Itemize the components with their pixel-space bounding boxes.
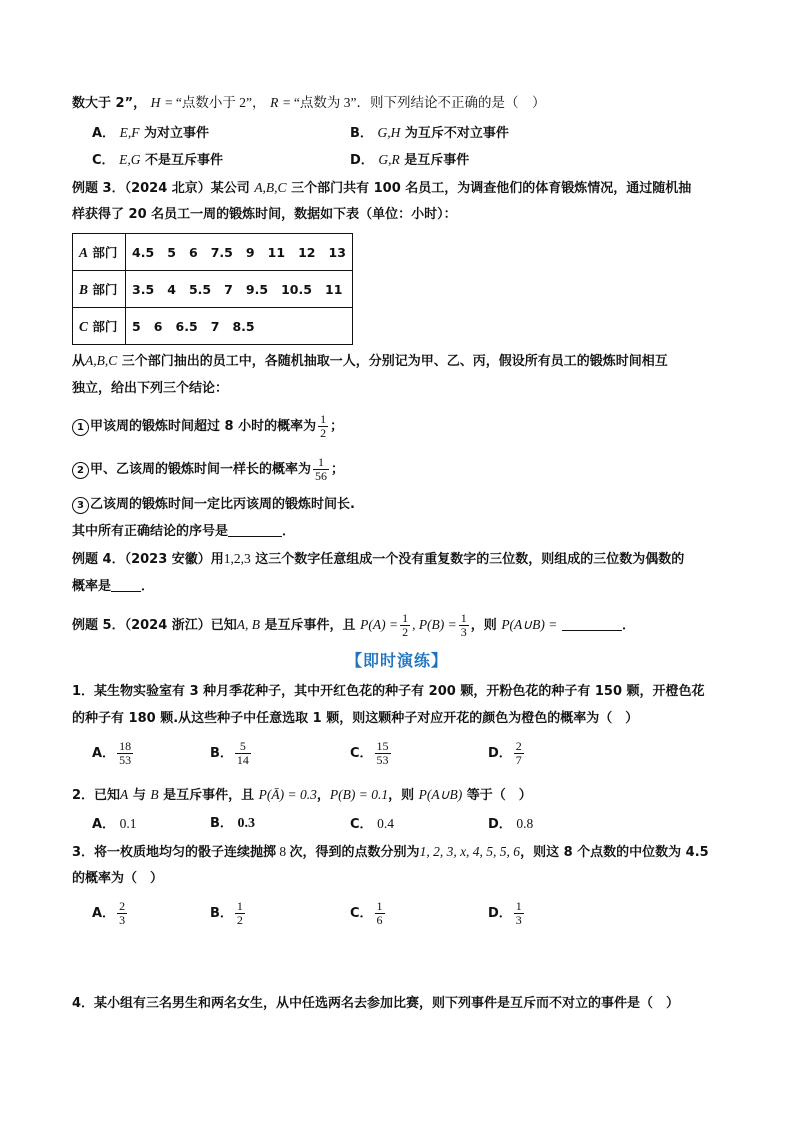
q2-option-d[interactable] [488,815,533,834]
q2-end: 等于（ ） [462,788,532,803]
dept-label: 部门 [88,245,118,260]
option-c[interactable] [92,151,223,170]
fraction [235,740,251,767]
example-5-text: 是互斥事件，且 [260,618,361,633]
option-label: C． [350,746,373,761]
r-definition: = “点数为 3”．则下列结论不正确的是（ ） [282,95,546,110]
q3-end: ，则这 8 个点数的中位数为 4.5 [520,845,709,860]
q3-prefix: 3．将一枚质地均匀的骰子连续抛掷 [72,845,277,860]
after-text: 三个部门抽出的员工中，各随机抽取一人，分别记为甲、乙、丙，假设所有员工的锻炼时间相互 [117,354,668,369]
example-4-title: 例题 4．（2023 安徽）用 [72,552,224,567]
option-a-label: A． [92,126,116,141]
option-b-label: B． [350,126,373,141]
q2-option-b[interactable] [210,815,255,833]
punct: ． [141,579,155,594]
q1-option-d[interactable] [488,740,526,767]
q2-text: ，则 [388,788,419,803]
punct: ． [621,618,635,633]
option-c-text: 不是互斥事件 [144,153,223,168]
q2-text: 与 [128,788,151,803]
numerator: 2 [515,739,522,753]
punct: ； [331,462,345,477]
denominator: 3 [119,913,126,927]
q3-option-a[interactable] [92,900,129,927]
punct: ， [316,788,330,803]
prob-union: P(A∪B) = [501,617,558,632]
example-5-title: 例题 5．（2024 浙江）已知 [72,618,237,633]
example-4-line-2 [72,577,154,596]
fraction [459,612,469,639]
denominator: 2 [236,913,243,927]
example-3-text: 三个部门共有 100 名员工，为调查他们的体育锻炼情况，通过随机抽 [291,181,692,196]
option-a-text: 为对立事件 [144,126,210,141]
option-label: A． [92,906,116,921]
option-label: A． [92,817,116,832]
option-label: B． [210,816,233,831]
prob-b: P(B) = 0.1 [329,787,389,802]
dept-label: 部门 [88,282,118,297]
q3-text: 次，得到的点数分别为 [289,845,420,860]
option-label: D． [488,906,512,921]
option-b-math: G,H [377,125,401,140]
denominator: 3 [515,913,522,927]
prob-a: P(A) = [360,617,399,632]
conclusion-2 [72,456,344,483]
circle-number-3: 3 [72,497,89,514]
example-3-after-line-1 [72,352,668,371]
option-label: D． [488,817,512,832]
option-label: D． [488,746,512,761]
q3-line-2: 的概率为（ ） [72,871,164,886]
fraction [117,740,133,767]
fraction [514,740,524,767]
fraction [375,900,385,927]
conclusion-2-text: 甲、乙该周的锻炼时间一样长的概率为 [90,462,312,477]
option-b[interactable] [350,124,509,143]
example-3-question [72,522,295,541]
option-value: 0.3 [237,816,255,831]
numerator: 1 [320,412,327,426]
after-vars: A,B,C [85,353,118,368]
option-label: C． [350,906,373,921]
numerator: 5 [239,739,246,753]
table-cell-values: 5 6 6.5 7 8.5 [126,308,353,345]
circle-number-1: 1 [72,419,89,436]
answer-blank[interactable] [228,522,282,537]
example-4-text: 这三个数字任意组成一个没有重复数字的三位数，则组成的三位数为偶数的 [250,552,685,567]
numerator: 15 [376,739,389,753]
q3-option-c[interactable] [350,900,387,927]
q2-option-c[interactable] [350,815,394,834]
numerator: 2 [119,899,126,913]
denominator: 7 [515,753,522,767]
option-a-math: E,F [119,125,140,140]
q3-option-b[interactable] [210,900,247,927]
q2-prefix: 2．已知 [72,788,121,803]
option-d-text: 是互斥事件 [404,153,470,168]
denominator: 53 [376,753,389,767]
q1-line-1: 1．某生物实验室有 3 种月季花种子，其中开红色花的种子有 200 颗，开粉色花的种子有 150 颗，开橙色花 [72,684,705,699]
q4-line-1: 4．某小组有三名男生和两名女生，从中任选两名去参加比赛，则下列事件是互斥而不对立的事件是（ ） [72,996,680,1011]
var-h: H [150,95,161,110]
prob-not-a: P(Ā) = 0.3 [258,787,317,802]
q1-option-c[interactable] [350,740,393,767]
option-value: 0.4 [377,816,394,831]
answer-blank[interactable] [111,577,141,592]
denominator: 53 [119,753,132,767]
option-value: 0.8 [516,816,534,831]
table-row [73,308,353,345]
q2-line [72,786,532,805]
example-4-line-1 [72,550,684,569]
fraction [117,900,127,927]
prob-b: , P(B) = [412,617,457,632]
option-d-label: D． [350,153,374,168]
numerator: 18 [119,739,132,753]
example-4-text-2: 概率是 [72,579,112,594]
conclusion-3 [72,496,355,514]
fraction [235,900,245,927]
intro-prefix: 数大于 2”， [72,96,147,111]
option-d[interactable] [350,151,469,170]
q1-line-2: 的种子有 180 颗.从这些种子中任意选取 1 颗，则这颗种子对应开花的颜色为橙色的概率为（ ） [72,711,639,726]
numerator: 1 [318,455,325,469]
dept-label: 部门 [88,319,118,334]
option-label: B． [210,906,233,921]
conclusion-3-text: 乙该周的锻炼时间一定比丙该周的锻炼时间长. [90,497,355,512]
example-3-after-line-2: 独立，给出下列三个结论： [72,381,229,396]
numerator: 1 [515,899,522,913]
q1-option-a[interactable] [92,740,135,767]
option-label: C． [350,817,373,832]
table-cell-values: 3.5 4 5.5 7 9.5 10.5 11 [126,271,353,308]
example-4-nums: 1,2,3 [223,551,251,566]
denominator: 2 [320,426,327,440]
q3-line-1 [72,843,709,862]
question-intro-line [72,94,545,113]
q3-count: 8 [276,844,290,859]
q1-option-b[interactable] [210,740,253,767]
example-3-vars: A,B,C [254,180,287,195]
example-3-line-1 [72,179,691,198]
numerator: 1 [376,899,383,913]
option-value: 0.1 [119,816,137,831]
option-label: A． [92,746,116,761]
var-r: R [270,95,279,110]
example-3-line-2: 样获得了 20 名员工一周的锻炼时间，数据如下表（单位：小时）： [72,207,457,222]
q3-option-d[interactable] [488,900,526,927]
denominator: 2 [402,625,409,639]
q2-option-a[interactable] [92,815,136,834]
table-cell-dept [73,234,126,271]
ask-text: ，则 [470,618,502,633]
example-5-line [72,612,635,639]
denominator: 6 [376,913,383,927]
var-b: B [150,787,159,802]
fraction [313,456,329,483]
table-row [73,234,353,271]
table-cell-dept [73,271,126,308]
answer-blank[interactable] [562,616,622,631]
q3-sequence: 1, 2, 3, x, 4, 5, 5, 6 [419,844,521,859]
conclusion-1-text: 甲该周的锻炼时间超过 8 小时的概率为 [90,419,317,434]
circle-number-2: 2 [72,462,89,479]
example-5-vars: A, B [236,617,261,632]
dept-var: C [79,319,89,334]
dept-var: A [79,245,89,260]
denominator: 56 [315,469,328,483]
example-3-title: 例题 3．（2024 北京）某公司 [72,181,250,196]
table-row [73,271,353,308]
option-label: B． [210,746,233,761]
fraction [400,612,410,639]
section-title: 【即时演练】 [345,651,448,670]
option-c-math: E,G [119,152,141,167]
fraction [318,413,328,440]
fraction [514,900,524,927]
table-cell-values: 4.5 5 6 7.5 9 11 12 13 [126,234,353,271]
q2-text: 是互斥事件，且 [158,788,259,803]
option-b-text: 为互斥不对立事件 [404,126,509,141]
option-d-math: G,R [378,152,400,167]
denominator: 14 [236,753,249,767]
numerator: 1 [236,899,243,913]
numerator: 1 [402,611,409,625]
numerator: 1 [460,611,467,625]
conclusion-1 [72,413,343,440]
h-definition: = “点数小于 2”， [164,95,266,110]
option-c-label: C． [92,153,115,168]
punct: ； [330,419,344,434]
dept-var: B [79,282,89,297]
exercise-time-table [72,233,353,345]
var-a: A [120,787,129,802]
fraction [375,740,391,767]
denominator: 3 [460,625,467,639]
after-prefix: 从 [72,354,86,369]
prob-union: P(A∪B) [418,787,463,802]
option-a[interactable] [92,124,209,143]
table-cell-dept [73,308,126,345]
question-text: 其中所有正确结论的序号是 [72,524,229,539]
punct: ． [282,524,296,539]
